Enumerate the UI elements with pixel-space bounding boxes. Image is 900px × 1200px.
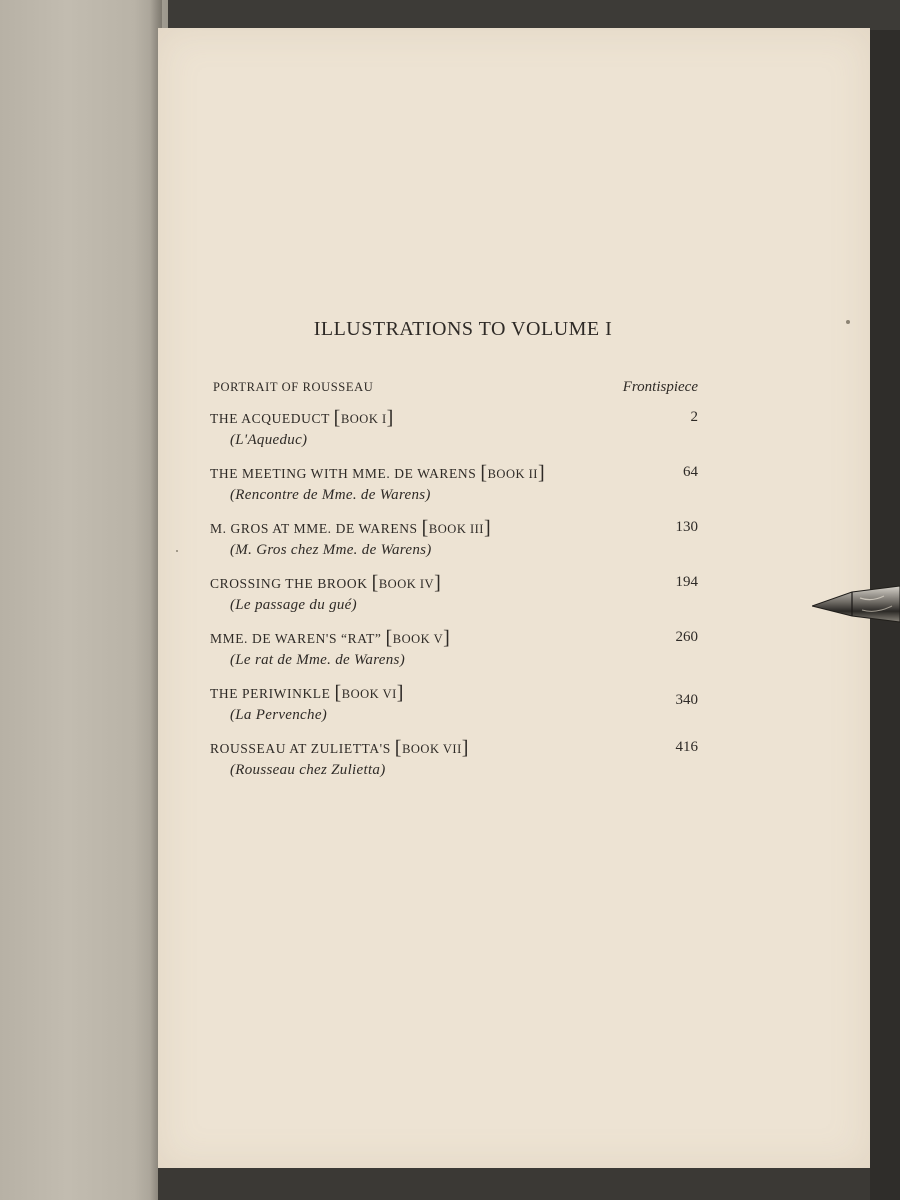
entry-page: Frontispiece (622, 379, 698, 395)
entry-caption: CROSSING THE BROOK (210, 576, 368, 591)
entry-subtitle: (L'Aqueduc) (230, 432, 308, 448)
page-speck (846, 320, 850, 324)
entry-caption: THE MEETING WITH MME. DE WARENS (210, 466, 477, 481)
entry-page: 260 (675, 629, 698, 645)
entry-caption: THE ACQUEDUCT (210, 411, 330, 426)
entry-page: 64 (683, 464, 698, 480)
entry-book: BOOK VI (341, 687, 397, 701)
list-item (210, 376, 700, 398)
list-item: MME. DE WAREN'S “RAT” [BOOK V] (Le rat de Mme. de Warens) 260 (210, 627, 698, 668)
entry-subtitle: (Le rat de Mme. de Warens) (230, 652, 405, 668)
entry-subtitle: (Rousseau chez Zulietta) (230, 762, 386, 778)
list-item: CROSSING THE BROOK [BOOK IV] (Le passage du gué) 194 (210, 572, 698, 613)
entry-subtitle: (Rencontre de Mme. de Warens) (230, 487, 431, 503)
entry-book: BOOK III (428, 522, 484, 536)
entry-caption: PORTRAIT OF ROUSSEAU (213, 380, 374, 394)
entry-subtitle: (M. Gros chez Mme. de Warens) (230, 542, 432, 558)
entry-page: 416 (675, 739, 698, 755)
entry-subtitle: (Le passage du gué) (230, 597, 357, 613)
list-item: THE MEETING WITH MME. DE WARENS [BOOK II] (Rencontre de Mme. de Warens) 64 (210, 462, 698, 503)
entry-book: BOOK VII (402, 742, 462, 756)
entry-page: 340 (675, 692, 698, 708)
entry-caption: MME. DE WAREN'S “RAT” (210, 631, 382, 646)
entry-page: 130 (675, 519, 698, 535)
page-speck (176, 550, 178, 552)
entry-caption: THE PERIWINKLE (210, 686, 331, 701)
entry-book: BOOK II (487, 467, 538, 481)
list-item: ROUSSEAU AT ZULIETTA'S [BOOK VII] (Rousseau chez Zulietta) 416 (210, 737, 698, 778)
entry-book: BOOK IV (378, 577, 435, 591)
list-item: THE ACQUEDUCT [BOOK I] (L'Aqueduc) 2 (210, 407, 698, 448)
entry-page: 2 (690, 409, 698, 425)
entry-caption: ROUSSEAU AT ZULIETTA'S (210, 741, 391, 756)
entry-caption: M. GROS AT MME. DE WARENS (210, 521, 418, 536)
list-item: M. GROS AT MME. DE WARENS [BOOK III] (M. Gros chez Mme. de Warens) 130 (210, 517, 698, 558)
illustrations-list (210, 376, 700, 791)
left-facing-page (0, 0, 168, 1200)
entry-book: BOOK I (340, 412, 387, 426)
pen-tip-icon (812, 584, 900, 624)
page-title: ILLUSTRATIONS TO VOLUME I (313, 318, 613, 340)
entry-page: 194 (675, 574, 698, 590)
list-item: THE PERIWINKLE [BOOK VI] (La Pervenche) 340 (210, 682, 698, 723)
bottom-backdrop (158, 1168, 870, 1200)
entry-subtitle: (La Pervenche) (230, 707, 328, 723)
entry-book: BOOK V (392, 632, 444, 646)
